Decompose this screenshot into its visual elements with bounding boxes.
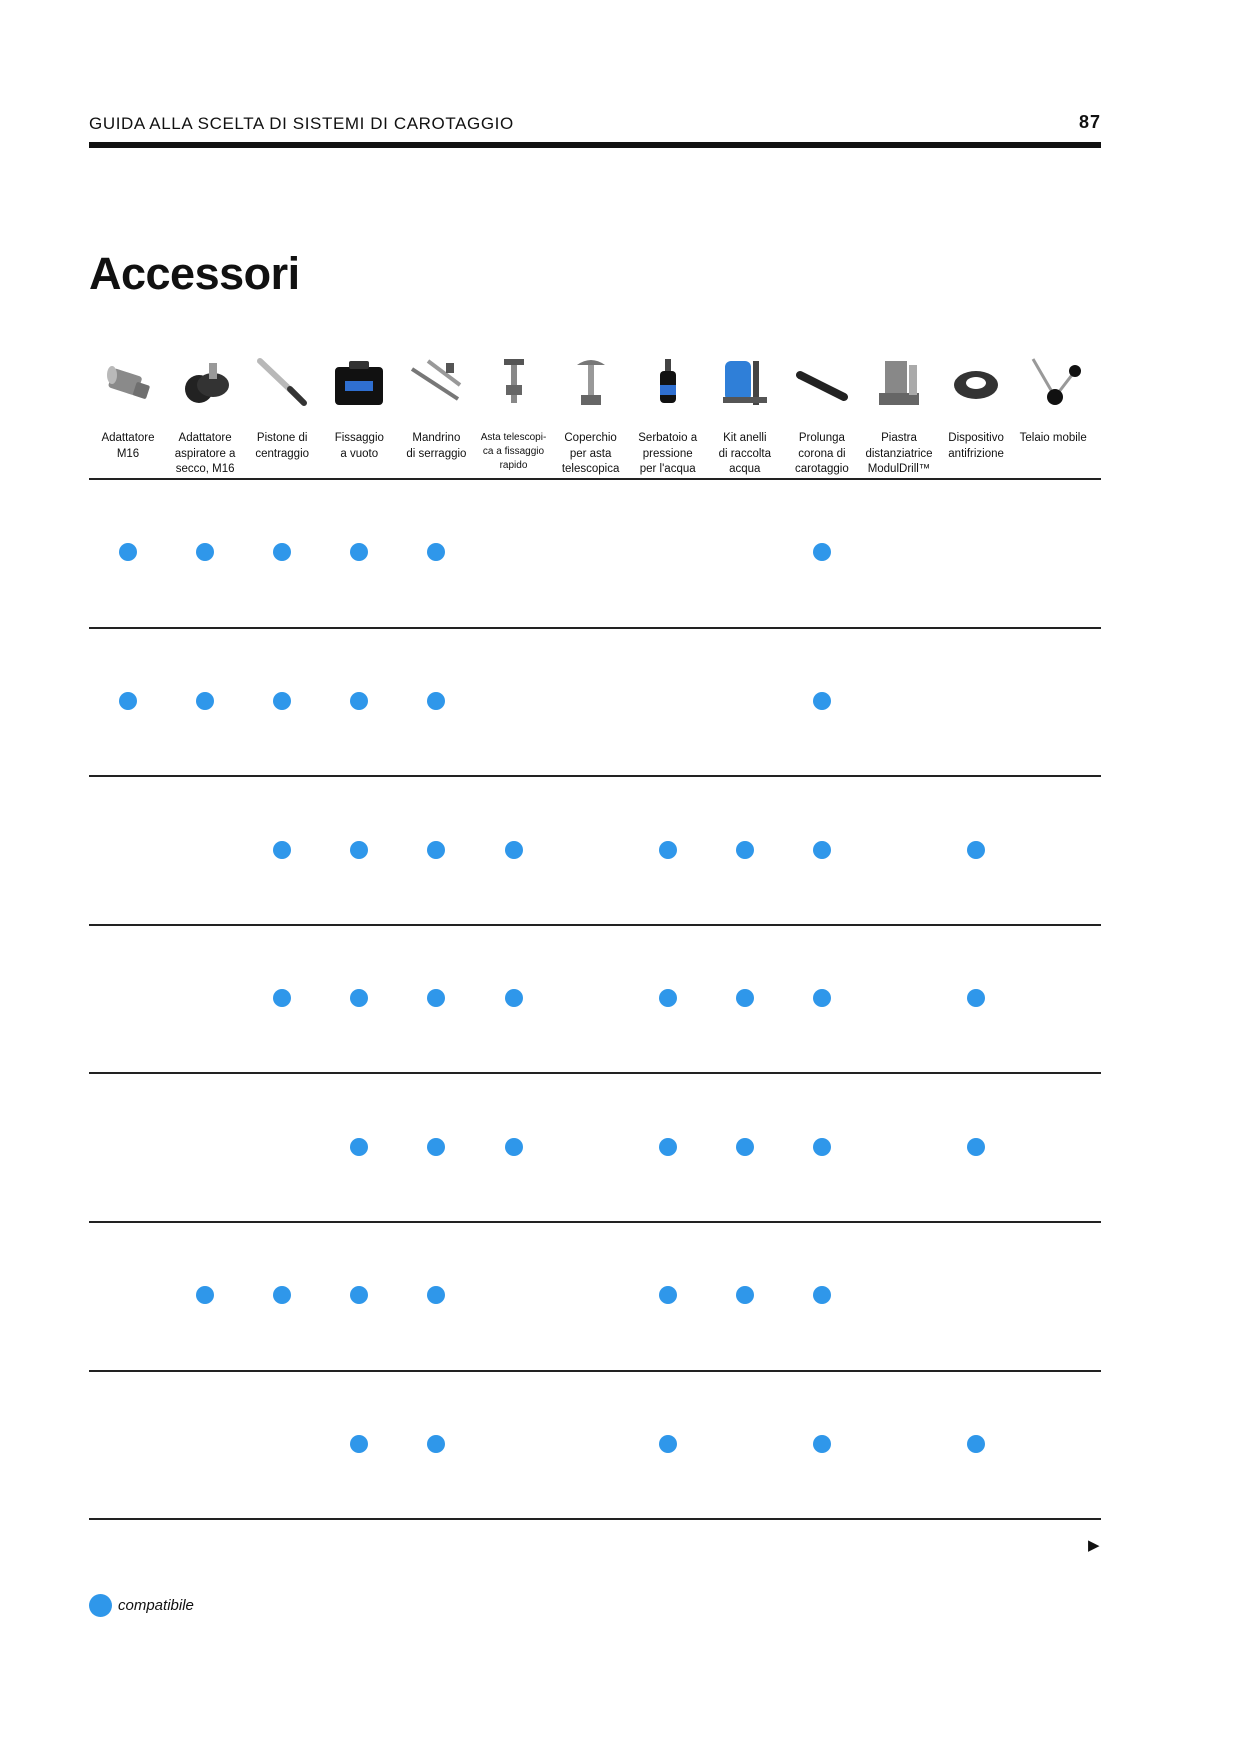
clamping-spindle-icon bbox=[408, 355, 464, 411]
telescopic-rod-icon bbox=[486, 355, 542, 411]
compatible-dot-icon bbox=[736, 1138, 754, 1156]
accessory-label bbox=[397, 431, 475, 462]
accessory-label-line: corona di bbox=[798, 447, 846, 460]
compatible-dot-icon bbox=[427, 692, 445, 710]
compatible-dot-icon bbox=[813, 841, 831, 859]
table-row-divider bbox=[89, 627, 1101, 629]
accessory-label-line: centraggio bbox=[255, 447, 310, 460]
section-title: Accessori bbox=[89, 248, 300, 299]
compatible-dot-icon bbox=[967, 989, 985, 1007]
accessory-label-line: per l'acqua bbox=[639, 463, 696, 475]
accessory-label-line: Pistone di bbox=[256, 432, 308, 444]
compatible-dot-icon bbox=[427, 543, 445, 561]
accessory-label bbox=[937, 431, 1015, 462]
compatible-dot-icon bbox=[350, 1435, 368, 1453]
vacuum-fixing-case-icon bbox=[331, 355, 387, 411]
legend-label: compatibile bbox=[118, 1597, 194, 1614]
compatible-dot-icon bbox=[273, 543, 291, 561]
table-row-divider bbox=[89, 1370, 1101, 1372]
compatible-dot-icon bbox=[736, 841, 754, 859]
accessory-label-line: Fissaggio bbox=[334, 432, 384, 444]
table-row-divider bbox=[89, 775, 1101, 777]
telescopic-cover-icon bbox=[563, 355, 619, 411]
compatible-dot-icon bbox=[659, 989, 677, 1007]
accessory-label-line: ModulDrill™ bbox=[867, 463, 931, 475]
compatible-dot-icon bbox=[427, 841, 445, 859]
table-row-divider bbox=[89, 1221, 1101, 1223]
compatible-dot-icon bbox=[273, 841, 291, 859]
accessory-label-line: acqua bbox=[729, 463, 761, 475]
compatible-dot-icon bbox=[736, 1286, 754, 1304]
mobile-frame-icon bbox=[1025, 355, 1081, 411]
compatible-dot-icon bbox=[119, 543, 137, 561]
accessory-label-line: telescopica bbox=[561, 463, 620, 475]
accessory-label bbox=[860, 431, 938, 478]
accessory-label bbox=[243, 431, 321, 462]
compatible-dot-icon bbox=[813, 692, 831, 710]
compatible-dot-icon bbox=[967, 1138, 985, 1156]
compatible-dot-icon bbox=[505, 841, 523, 859]
adapter-m16-icon bbox=[100, 355, 156, 411]
accessory-label-line: Mandrino bbox=[412, 432, 461, 444]
compatible-dot-icon bbox=[196, 1286, 214, 1304]
accessory-label-line: pressione bbox=[642, 447, 693, 460]
compatible-dot-icon bbox=[736, 989, 754, 1007]
compatible-dot-icon bbox=[427, 1435, 445, 1453]
accessory-label-line: Adattatore bbox=[178, 432, 232, 444]
compatible-dot-icon bbox=[813, 1286, 831, 1304]
compatible-dot-icon bbox=[505, 1138, 523, 1156]
accessory-label bbox=[552, 431, 630, 478]
compatible-dot-icon bbox=[350, 841, 368, 859]
accessory-label-line: rapido bbox=[499, 460, 528, 471]
accessory-label bbox=[320, 431, 398, 462]
core-bit-extension-icon bbox=[794, 355, 850, 411]
accessory-label-line: Dispositivo bbox=[948, 432, 1004, 444]
accessory-label bbox=[629, 431, 707, 478]
accessory-label bbox=[475, 431, 553, 473]
compatible-dot-icon bbox=[813, 1435, 831, 1453]
next-page-arrow-icon[interactable]: ▶ bbox=[1088, 1537, 1100, 1554]
compatible-dot-icon bbox=[659, 1138, 677, 1156]
accessory-label-line: M16 bbox=[116, 447, 140, 460]
compatible-dot-icon bbox=[273, 1286, 291, 1304]
dry-suction-adapter-icon bbox=[177, 355, 233, 411]
page-number: 87 bbox=[1078, 112, 1101, 132]
antifriction-ring-icon bbox=[948, 355, 1004, 411]
accessory-label bbox=[89, 431, 167, 462]
compatible-dot-icon bbox=[273, 989, 291, 1007]
accessory-label-line: secco, M16 bbox=[175, 463, 235, 475]
water-pressure-tank-icon bbox=[640, 355, 696, 411]
compatible-dot-icon bbox=[427, 1286, 445, 1304]
accessory-label bbox=[706, 431, 784, 478]
compatible-dot-icon bbox=[350, 692, 368, 710]
accessory-label-line: Asta telescopi- bbox=[480, 432, 547, 443]
compatible-dot-icon bbox=[350, 1138, 368, 1156]
accessory-label-line: per asta bbox=[569, 447, 612, 460]
accessory-label bbox=[166, 431, 244, 478]
accessory-label-line: distanziatrice bbox=[865, 447, 933, 460]
compatible-dot-icon bbox=[659, 1286, 677, 1304]
accessory-label-line: di raccolta bbox=[718, 447, 771, 460]
compatible-dot-icon bbox=[505, 989, 523, 1007]
compatible-dot-icon bbox=[350, 1286, 368, 1304]
accessory-label-line: Adattatore bbox=[101, 432, 155, 444]
compatible-dot-icon bbox=[659, 841, 677, 859]
table-row-divider bbox=[89, 924, 1101, 926]
header-rule bbox=[89, 142, 1101, 148]
compatible-dot-icon bbox=[813, 543, 831, 561]
compatible-dot-icon bbox=[196, 692, 214, 710]
compatible-dot-icon bbox=[813, 989, 831, 1007]
accessory-label-line: Serbatoio a bbox=[638, 432, 698, 444]
accessory-label-line: Piastra bbox=[881, 432, 917, 444]
accessory-label-line: di serraggio bbox=[406, 447, 467, 460]
compatible-dot-icon bbox=[273, 692, 291, 710]
centering-pin-icon bbox=[254, 355, 310, 411]
compatible-dot-icon bbox=[119, 692, 137, 710]
compatible-dot-icon bbox=[967, 1435, 985, 1453]
compatible-dot-icon bbox=[350, 543, 368, 561]
spacer-plate-icon bbox=[871, 355, 927, 411]
compatible-dot-icon bbox=[427, 1138, 445, 1156]
compatible-dot-icon bbox=[967, 841, 985, 859]
compatible-dot-icon bbox=[350, 989, 368, 1007]
legend-dot-icon bbox=[89, 1594, 112, 1617]
compatible-dot-icon bbox=[659, 1435, 677, 1453]
compatible-dot-icon bbox=[196, 543, 214, 561]
accessory-label-line: aspiratore a bbox=[174, 447, 236, 460]
accessory-label-line: Coperchio bbox=[564, 432, 617, 444]
compatible-dot-icon bbox=[813, 1138, 831, 1156]
accessory-label-line: antifrizione bbox=[948, 447, 1004, 460]
accessory-label-line: Prolunga bbox=[798, 432, 845, 444]
table-row-divider bbox=[89, 1518, 1101, 1520]
accessory-label-line: carotaggio bbox=[795, 463, 849, 475]
table-row-divider bbox=[89, 1072, 1101, 1074]
accessory-label bbox=[1014, 431, 1092, 447]
accessory-label-line: a vuoto bbox=[340, 447, 379, 460]
accessory-label-line: ca a fissaggio bbox=[482, 446, 545, 457]
table-row-divider bbox=[89, 478, 1101, 480]
accessory-label-line: Telaio mobile bbox=[1019, 432, 1087, 444]
accessory-label-line: Kit anelli bbox=[723, 432, 767, 444]
accessory-label bbox=[783, 431, 861, 478]
compatible-dot-icon bbox=[427, 989, 445, 1007]
header-title: GUIDA ALLA SCELTA DI SISTEMI DI CAROTAGGIO bbox=[89, 114, 514, 133]
water-collector-ring-icon bbox=[717, 355, 773, 411]
